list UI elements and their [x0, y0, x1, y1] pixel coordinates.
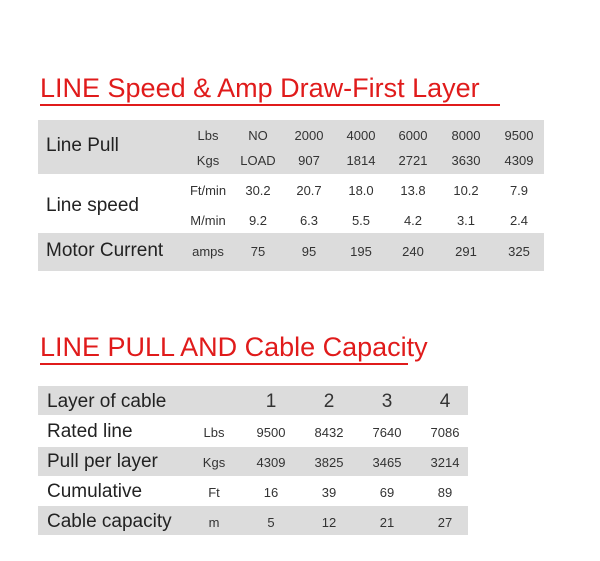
layer-number: 3 [381, 391, 393, 412]
cumulative-label: Cumulative [47, 481, 143, 502]
layer-of-cable-label: Layer of cable [47, 391, 167, 412]
line-speed-mmin-cell: 6.3 [299, 213, 319, 228]
layer-number: 4 [439, 391, 451, 412]
line-pull-label: Line Pull [46, 135, 119, 156]
rated-line-unit: Lbs [203, 425, 225, 440]
line-speed-mmin-cell: 4.2 [403, 213, 423, 228]
cumulative-cell: 16 [263, 485, 279, 500]
motor-current-cell: 240 [402, 244, 424, 259]
cable-capacity-cell: 21 [379, 515, 395, 530]
capacity-section-title: LINE PULL AND Cable Capacity [40, 332, 428, 362]
pull-per-layer-unit: Kgs [202, 455, 226, 470]
cable-capacity-cell: 5 [267, 515, 275, 530]
line-speed-ftmin-cell: 13.8 [400, 183, 426, 198]
mmin-unit: M/min [190, 213, 226, 228]
line-pull-lbs-cell: NO [248, 128, 268, 143]
line-pull-lbs-cell: 8000 [451, 128, 481, 143]
line-pull-kgs-cell: LOAD [240, 153, 276, 168]
line-pull-kgs-cell: 3630 [451, 153, 481, 168]
cumulative-cell: 89 [437, 485, 453, 500]
cable-capacity-label: Cable capacity [47, 511, 172, 532]
line-speed-mmin-cell: 5.5 [351, 213, 371, 228]
line-pull-lbs-cell: 4000 [346, 128, 376, 143]
line-pull-lbs-cell: 2000 [294, 128, 324, 143]
layer-number: 2 [323, 391, 335, 412]
line-speed-mmin-cell: 3.1 [456, 213, 476, 228]
line-pull-lbs-cell: 6000 [398, 128, 428, 143]
rated-line-label: Rated line [47, 421, 133, 442]
kgs-unit: Kgs [196, 153, 220, 168]
motor-current-cell: 95 [301, 244, 317, 259]
rated-line-cell: 8432 [314, 425, 344, 440]
cable-capacity-cell: 27 [437, 515, 453, 530]
rated-line-cell: 9500 [256, 425, 286, 440]
line-speed-ftmin-cell: 18.0 [348, 183, 374, 198]
cable-capacity-cell: 12 [321, 515, 337, 530]
line-pull-kgs-cell: 4309 [504, 153, 534, 168]
pull-per-layer-cell: 3825 [314, 455, 344, 470]
lbs-unit: Lbs [197, 128, 219, 143]
cumulative-cell: 39 [321, 485, 337, 500]
line-speed-ftmin-cell: 10.2 [453, 183, 479, 198]
cumulative-unit: Ft [208, 485, 220, 500]
capacity-section-title-underline [40, 363, 408, 365]
cable-capacity-unit: m [208, 515, 220, 530]
amps-unit: amps [192, 244, 224, 259]
line-pull-kgs-cell: 1814 [346, 153, 376, 168]
line-speed-ftmin-cell: 30.2 [245, 183, 271, 198]
motor-current-label: Motor Current [46, 240, 164, 261]
speed-section-title: LINE Speed & Amp Draw-First Layer [40, 73, 480, 103]
line-pull-lbs-cell: 9500 [504, 128, 534, 143]
rated-line-cell: 7640 [372, 425, 402, 440]
speed-section-title-underline [40, 104, 500, 106]
motor-current-cell: 75 [250, 244, 266, 259]
layer-number: 1 [265, 391, 277, 412]
pull-per-layer-label: Pull per layer [47, 451, 158, 472]
line-speed-mmin-cell: 2.4 [509, 213, 529, 228]
cumulative-cell: 69 [379, 485, 395, 500]
motor-current-cell: 195 [350, 244, 372, 259]
line-pull-kgs-cell: 907 [298, 153, 320, 168]
line-speed-ftmin-cell: 7.9 [509, 183, 529, 198]
line-speed-mmin-cell: 9.2 [248, 213, 268, 228]
line-speed-ftmin-cell: 20.7 [296, 183, 322, 198]
pull-per-layer-cell: 3214 [430, 455, 460, 470]
ftmin-unit: Ft/min [189, 183, 227, 198]
pull-per-layer-cell: 4309 [256, 455, 286, 470]
pull-per-layer-cell: 3465 [372, 455, 402, 470]
motor-current-cell: 325 [508, 244, 530, 259]
line-pull-kgs-cell: 2721 [398, 153, 428, 168]
line-speed-label: Line speed [46, 195, 139, 216]
rated-line-cell: 7086 [430, 425, 460, 440]
motor-current-cell: 291 [455, 244, 477, 259]
